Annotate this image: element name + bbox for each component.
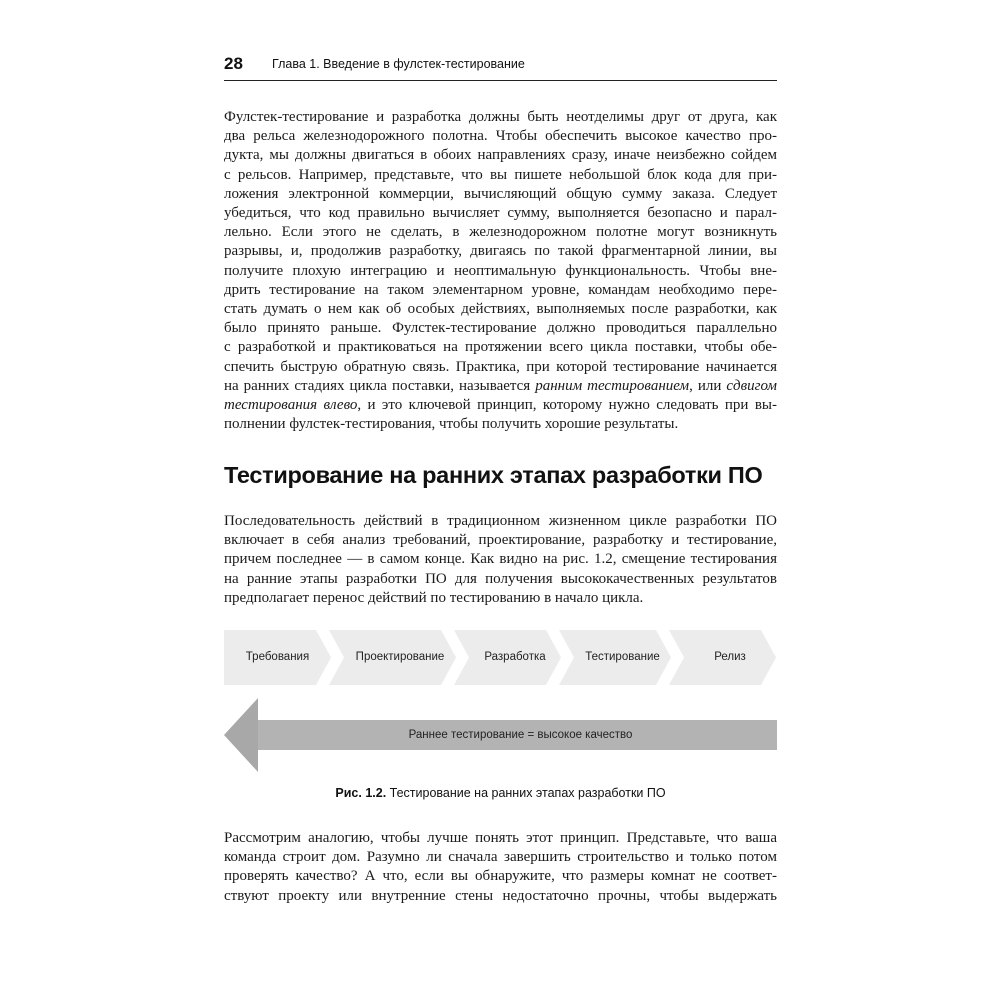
chapter-title: Глава 1. Введение в фулстек-тестирование [272,57,525,71]
stage-label-development: Разработка [484,651,546,663]
running-head [224,52,777,81]
text-line: на ранние этапы разработки ПО для получения высококачественных результатов [224,570,777,587]
text-line: причем последнее — в самом конце. Как видно на рис. 1.2, смещение тестирования [224,551,777,568]
text-line: спечить быструю обратную связь. Практика, при которой тестирование начинается [224,358,777,375]
text-line: разрывы, и, продолжив разработку, двигаясь по такой фрагментарной линии, вы [224,243,777,260]
figure-caption [224,786,777,800]
stage-label-testing: Тестирование [585,651,660,663]
text-line: включает в себя анализ требований, проектирование, разработку и тестирование, [224,532,777,549]
text-line: с рельсов. Например, представьте, что вы пишете небольшой блок кода для при- [224,166,777,183]
emphasis-term: тестирования влево [224,397,358,414]
text-line: команда строит дом. Разумно ли сначала завершить строительство и только потом [224,849,777,866]
text-line: проверять качество? А что, если вы обнаружите, что размеры комнат не соответ- [224,868,777,885]
emphasis-term: сдвигом [726,377,777,394]
text-line: дукта, мы должны двигаться в обоих направлениях сразу, иначе неизбежно сойдем [224,147,777,164]
text-line: было принято раньше. Фулстек-тестирование должно проводиться параллельно [224,320,777,337]
text-line: ложения электронной коммерции, вычисляющий общую сумму заказа. Следует [224,185,777,202]
text-line: Рассмотрим аналогию, чтобы лучше понять этот принцип. Представьте, что ваша [224,830,777,846]
caption-text: Тестирование на ранних этапах разработки ПО [386,786,666,800]
text-line: Последовательность действий в традиционном жизненном цикле разработки ПО [224,513,777,529]
text-line: с разработкой и практиковаться на протяжении всего цикла поставки, чтобы обе- [224,339,777,356]
text-line: предполагает перенос действий по тестированию в начало цикла. [224,589,644,606]
text-line: полнении фулстек-тестирования, чтобы получить хорошие результаты. [224,416,679,433]
text-line: получите плохую интеграцию и неоптимальную функциональность. Чтобы вне- [224,262,777,279]
caption-label: Рис. 1.2. [335,786,387,800]
text-line: лельно. Если этого не сделать, в железнодорожном полотне могут возникнуть [224,224,777,241]
arrow-label: Раннее тестирование = высокое качество [408,729,633,741]
intro-paragraph [224,108,777,434]
text-run: на ранних стадиях цикла поставки, называется [224,377,536,394]
text-run: , и это ключевой принцип, которому нужно следовать при вы- [357,397,777,414]
stage-label-requirements: Требования [245,651,310,663]
text-run: , или [689,377,727,394]
text-line: убедиться, что код правильно вычисляет сумму, выполняется безопасно и парал- [224,205,777,222]
left-arrow-head [224,698,258,772]
page-number: 28 [224,54,243,73]
text-line [224,377,777,396]
text-line [224,396,777,415]
closing-paragraph [224,829,777,906]
text-line: стать думать о нем как об особых действиях, выполняемых после разработки, как [224,301,777,318]
text-line: ствуют проекту или внутренние стены недостаточно прочны, чтобы выдержать [224,887,777,904]
text-line: Фулстек-тестирование и разработка должны быть неотделимы друг от друга, как [224,109,777,125]
stage-label-design: Проектирование [355,651,445,663]
text-line: два рельса железнодорожного полотна. Чтобы обеспечить высокое качество про- [224,128,777,145]
stage-label-release: Релиз [714,651,746,663]
emphasis-term: ранним тестированием [535,377,690,394]
section-heading: Тестирование на ранних этапах разработки ПО [224,462,763,488]
section-paragraph [224,512,777,608]
text-line: дрить тестирование на таком элементарном уровне, командам необходимо пере- [224,281,777,298]
shift-left-diagram [224,630,777,775]
